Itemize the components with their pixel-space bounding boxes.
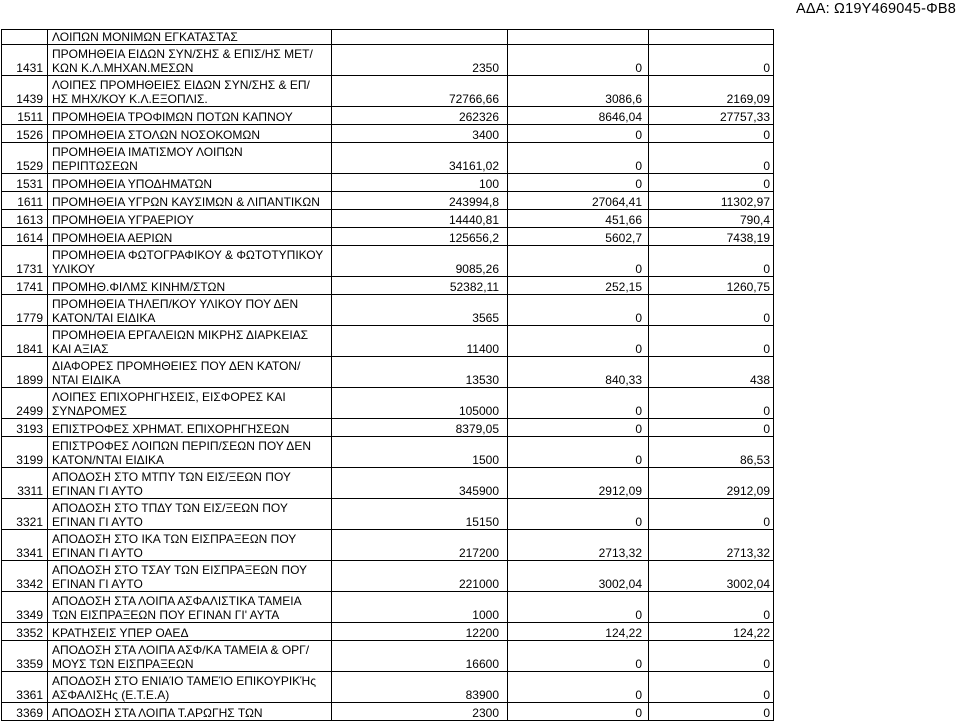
amount-committed: 0 — [508, 419, 649, 437]
table-row — [2, 468, 774, 499]
table-row — [2, 672, 774, 703]
amount-committed: 451,66 — [508, 210, 649, 228]
amount-paid: 2912,09 — [649, 468, 774, 499]
account-description: ΛΟΙΠΕΣ ΠΡΟΜΗΘΕΙΕΣ ΕΙΔΩΝ ΣΥΝ/ΣΗΣ & ΕΠ/ΗΣ ΜΗΧ/ΚΟΥ Κ.Λ.ΕΞΟΠΛΙΣ. — [48, 76, 332, 107]
amount-paid: 0 — [649, 143, 774, 174]
amount-budgeted: 125656,2 — [332, 228, 508, 246]
amount-committed: 27064,41 — [508, 192, 649, 210]
amount-budgeted: 8379,05 — [332, 419, 508, 437]
account-code: 1899 — [2, 357, 48, 388]
account-description: ΠΡΟΜΗΘ.ΦΙΛΜΣ ΚΙΝΗΜ/ΣΤΩΝ — [48, 277, 332, 295]
budget-table — [1, 29, 774, 721]
account-description: ΑΠΟΔΟΣΗ ΣΤΑ ΛΟΙΠΑ ΑΣΦ/ΚΑ ΤΑΜΕΙΑ & ΟΡΓ/ΜΟΥΣ ΤΩΝ ΕΙΣΠΡΑΞΕΩΝ — [48, 641, 332, 672]
amount-budgeted: 345900 — [332, 468, 508, 499]
table-row — [2, 530, 774, 561]
amount-committed: 0 — [508, 295, 649, 326]
account-code: 3361 — [2, 672, 48, 703]
amount-committed: 124,22 — [508, 623, 649, 641]
amount-paid: 0 — [649, 641, 774, 672]
amount-committed: 0 — [508, 143, 649, 174]
amount-committed: 0 — [508, 641, 649, 672]
account-description: ΕΠΙΣΤΡΟΦΕΣ ΛΟΙΠΩΝ ΠΕΡΙΠ/ΣΕΩΝ ΠΟΥ ΔΕΝ ΚΑΤΟΝ/ΝΤΑΙ ΕΙΔΙΚΑ — [48, 437, 332, 468]
account-description: ΠΡΟΜΗΘΕΙΑ ΥΓΡΩΝ ΚΑΥΣΙΜΩΝ & ΛΙΠΑΝΤΙΚΩΝ — [48, 192, 332, 210]
account-description: ΠΡΟΜΗΘΕΙΑ ΣΤΟΛΩΝ ΝΟΣΟΚΟΜΩΝ — [48, 125, 332, 143]
amount-budgeted: 1000 — [332, 592, 508, 623]
amount-committed: 0 — [508, 125, 649, 143]
amount-budgeted: 16600 — [332, 641, 508, 672]
table-row — [2, 295, 774, 326]
amount-committed: 0 — [508, 592, 649, 623]
account-code: 1431 — [2, 45, 48, 76]
amount-paid — [649, 30, 774, 45]
amount-committed: 2912,09 — [508, 468, 649, 499]
account-code: 3342 — [2, 561, 48, 592]
amount-committed: 0 — [508, 326, 649, 357]
table-row — [2, 703, 774, 721]
account-description: ΑΠΟΔΟΣΗ ΣΤΟ ΕΝΙΑΊΟ ΤΑΜΕΊΟ ΕΠΙΚΟΥΡΙΚΉς ΑΣΦΑΛΙΣΗς (Ε.Τ.Ε.Α) — [48, 672, 332, 703]
amount-paid: 0 — [649, 45, 774, 76]
amount-paid: 7438,19 — [649, 228, 774, 246]
account-description: ΑΠΟΔΟΣΗ ΣΤΑ ΛΟΙΠΑ Τ.ΑΡΩΓΗΣ ΤΩΝ — [48, 703, 332, 721]
table-row — [2, 174, 774, 192]
amount-committed: 840,33 — [508, 357, 649, 388]
amount-budgeted: 221000 — [332, 561, 508, 592]
amount-budgeted: 72766,66 — [332, 76, 508, 107]
amount-committed: 8646,04 — [508, 107, 649, 125]
amount-paid: 0 — [649, 499, 774, 530]
account-description: ΑΠΟΔΟΣΗ ΣΤΑ ΛΟΙΠΑ ΑΣΦΑΛΙΣΤΙΚΑ ΤΑΜΕΙΑ ΤΩΝ ΕΙΣΠΡΑΞΕΩΝ ΠΟΥ ΕΓΙΝΑΝ ΓΙ' ΑΥΤΑ — [48, 592, 332, 623]
amount-committed: 5602,7 — [508, 228, 649, 246]
amount-budgeted: 1500 — [332, 437, 508, 468]
amount-paid: 0 — [649, 125, 774, 143]
amount-paid: 0 — [649, 592, 774, 623]
account-description: ΕΠΙΣΤΡΟΦΕΣ ΧΡΗΜΑΤ. ΕΠΙΧΟΡΗΓΗΣΕΩΝ — [48, 419, 332, 437]
account-description: ΠΡΟΜΗΘΕΙΑ ΑΕΡΙΩΝ — [48, 228, 332, 246]
account-description: ΠΡΟΜΗΘΕΙΑ ΤΗΛΕΠ/ΚΟΥ ΥΛΙΚΟΥ ΠΟΥ ΔΕΝ ΚΑΤΟΝ/ΤΑΙ ΕΙΔΙΚΑ — [48, 295, 332, 326]
amount-paid: 124,22 — [649, 623, 774, 641]
account-code: 1731 — [2, 246, 48, 277]
account-description: ΑΠΟΔΟΣΗ ΣΤΟ ΜΤΠΥ ΤΩΝ ΕΙΣ/ΞΕΩΝ ΠΟΥ ΕΓΙΝΑΝ ΓΙ ΑΥΤΟ — [48, 468, 332, 499]
amount-committed: 252,15 — [508, 277, 649, 295]
amount-budgeted: 34161,02 — [332, 143, 508, 174]
amount-budgeted: 2350 — [332, 45, 508, 76]
account-description: ΚΡΑΤΗΣΕΙΣ ΥΠΕΡ ΟΑΕΔ — [48, 623, 332, 641]
account-code: 3352 — [2, 623, 48, 641]
amount-budgeted: 2300 — [332, 703, 508, 721]
account-code: 1613 — [2, 210, 48, 228]
account-code: 3321 — [2, 499, 48, 530]
amount-paid: 3002,04 — [649, 561, 774, 592]
amount-committed: 0 — [508, 388, 649, 419]
amount-committed: 3002,04 — [508, 561, 649, 592]
table-row — [2, 277, 774, 295]
table-row — [2, 623, 774, 641]
account-description: ΠΡΟΜΗΘΕΙΑ ΥΠΟΔΗΜΑΤΩΝ — [48, 174, 332, 192]
amount-committed: 0 — [508, 45, 649, 76]
amount-budgeted: 243994,8 — [332, 192, 508, 210]
amount-budgeted: 105000 — [332, 388, 508, 419]
account-code: 3369 — [2, 703, 48, 721]
table-row — [2, 192, 774, 210]
amount-committed — [508, 30, 649, 45]
account-code: 1611 — [2, 192, 48, 210]
account-code: 1526 — [2, 125, 48, 143]
amount-budgeted: 3565 — [332, 295, 508, 326]
table-row — [2, 246, 774, 277]
table-row — [2, 143, 774, 174]
amount-budgeted: 262326 — [332, 107, 508, 125]
amount-paid: 438 — [649, 357, 774, 388]
amount-budgeted: 13530 — [332, 357, 508, 388]
table-row — [2, 107, 774, 125]
account-description: ΠΡΟΜΗΘΕΙΑ ΥΓΡΑΕΡΙΟΥ — [48, 210, 332, 228]
account-code: 1511 — [2, 107, 48, 125]
amount-budgeted: 83900 — [332, 672, 508, 703]
amount-budgeted: 9085,26 — [332, 246, 508, 277]
amount-paid: 2713,32 — [649, 530, 774, 561]
budget-rows — [2, 30, 774, 721]
amount-paid: 0 — [649, 295, 774, 326]
account-code — [2, 30, 48, 45]
account-code: 1529 — [2, 143, 48, 174]
account-code: 1741 — [2, 277, 48, 295]
table-row — [2, 228, 774, 246]
account-description: ΛΟΙΠΕΣ ΕΠΙΧΟΡΗΓΗΣΕΙΣ, ΕΙΣΦΟΡΕΣ ΚΑΙ ΣΥΝΔΡΟΜΕΣ — [48, 388, 332, 419]
account-code: 3193 — [2, 419, 48, 437]
account-description: ΠΡΟΜΗΘΕΙΑ ΙΜΑΤΙΣΜΟΥ ΛΟΙΠΩΝ ΠΕΡΙΠΤΩΣΕΩΝ — [48, 143, 332, 174]
amount-committed: 2713,32 — [508, 530, 649, 561]
table-row — [2, 326, 774, 357]
amount-budgeted: 15150 — [332, 499, 508, 530]
amount-paid: 27757,33 — [649, 107, 774, 125]
account-description: ΠΡΟΜΗΘΕΙΑ ΕΡΓΑΛΕΙΩΝ ΜΙΚΡΗΣ ΔΙΑΡΚΕΙΑΣ ΚΑΙ ΑΞΙΑΣ — [48, 326, 332, 357]
account-description: ΠΡΟΜΗΘΕΙΑ ΤΡΟΦΙΜΩΝ ΠΟΤΩΝ ΚΑΠΝΟΥ — [48, 107, 332, 125]
account-description: ΠΡΟΜΗΘΕΙΑ ΕΙΔΩΝ ΣΥΝ/ΣΗΣ & ΕΠΙΣ/ΗΣ ΜΕΤ/ΚΩΝ Κ.Λ.ΜΗΧΑΝ.ΜΕΣΩΝ — [48, 45, 332, 76]
amount-paid: 0 — [649, 326, 774, 357]
account-code: 1779 — [2, 295, 48, 326]
table-row — [2, 45, 774, 76]
account-code: 1531 — [2, 174, 48, 192]
amount-paid: 0 — [649, 388, 774, 419]
account-code: 3341 — [2, 530, 48, 561]
amount-budgeted: 217200 — [332, 530, 508, 561]
table-row — [2, 592, 774, 623]
table-row — [2, 125, 774, 143]
ada-code: ΑΔΑ: Ω19Υ469045-ΦΒ8 — [795, 1, 956, 17]
amount-paid: 0 — [649, 419, 774, 437]
amount-paid: 0 — [649, 174, 774, 192]
amount-committed: 0 — [508, 499, 649, 530]
account-code: 3311 — [2, 468, 48, 499]
amount-budgeted: 14440,81 — [332, 210, 508, 228]
amount-committed: 0 — [508, 703, 649, 721]
amount-paid: 0 — [649, 703, 774, 721]
account-code: 1439 — [2, 76, 48, 107]
account-description: ΛΟΙΠΩΝ ΜΟΝΙΜΩΝ ΕΓΚΑΤΑΣΤΑΣ — [48, 30, 332, 45]
table-row — [2, 357, 774, 388]
amount-paid: 11302,97 — [649, 192, 774, 210]
account-description: ΔΙΑΦΟΡΕΣ ΠΡΟΜΗΘΕΙΕΣ ΠΟΥ ΔΕΝ ΚΑΤΟΝ/ΝΤΑΙ ΕΙΔΙΚΑ — [48, 357, 332, 388]
amount-paid: 790,4 — [649, 210, 774, 228]
amount-committed: 0 — [508, 672, 649, 703]
amount-paid: 0 — [649, 672, 774, 703]
account-code: 1614 — [2, 228, 48, 246]
table-row — [2, 76, 774, 107]
table-row — [2, 561, 774, 592]
amount-paid: 0 — [649, 246, 774, 277]
amount-committed: 3086,6 — [508, 76, 649, 107]
amount-budgeted: 52382,11 — [332, 277, 508, 295]
account-description: ΑΠΟΔΟΣΗ ΣΤΟ ΤΣΑΥ ΤΩΝ ΕΙΣΠΡΑΞΕΩΝ ΠΟΥ ΕΓΙΝΑΝ ΓΙ ΑΥΤΟ — [48, 561, 332, 592]
table-row — [2, 388, 774, 419]
account-code: 3199 — [2, 437, 48, 468]
amount-budgeted: 3400 — [332, 125, 508, 143]
amount-budgeted — [332, 30, 508, 45]
amount-committed: 0 — [508, 437, 649, 468]
account-code: 3349 — [2, 592, 48, 623]
table-row — [2, 210, 774, 228]
table-row — [2, 499, 774, 530]
amount-budgeted: 100 — [332, 174, 508, 192]
account-code: 2499 — [2, 388, 48, 419]
table-row — [2, 641, 774, 672]
account-code: 1841 — [2, 326, 48, 357]
account-code: 3359 — [2, 641, 48, 672]
amount-paid: 1260,75 — [649, 277, 774, 295]
amount-committed: 0 — [508, 174, 649, 192]
table-row — [2, 437, 774, 468]
table-row — [2, 419, 774, 437]
amount-budgeted: 11400 — [332, 326, 508, 357]
amount-committed: 0 — [508, 246, 649, 277]
account-description: ΠΡΟΜΗΘΕΙΑ ΦΩΤΟΓΡΑΦΙΚΟΥ & ΦΩΤΟΤΥΠΙΚΟΥ ΥΛΙΚΟΥ — [48, 246, 332, 277]
amount-paid: 86,53 — [649, 437, 774, 468]
amount-paid: 2169,09 — [649, 76, 774, 107]
table-row — [2, 30, 774, 45]
account-description: ΑΠΟΔΟΣΗ ΣΤΟ ΤΠΔΥ ΤΩΝ ΕΙΣ/ΞΕΩΝ ΠΟΥ ΕΓΙΝΑΝ ΓΙ ΑΥΤΟ — [48, 499, 332, 530]
amount-budgeted: 12200 — [332, 623, 508, 641]
account-description: ΑΠΟΔΟΣΗ ΣΤΟ ΙΚΑ ΤΩΝ ΕΙΣΠΡΑΞΕΩΝ ΠΟΥ ΕΓΙΝΑΝ ΓΙ ΑΥΤΟ — [48, 530, 332, 561]
